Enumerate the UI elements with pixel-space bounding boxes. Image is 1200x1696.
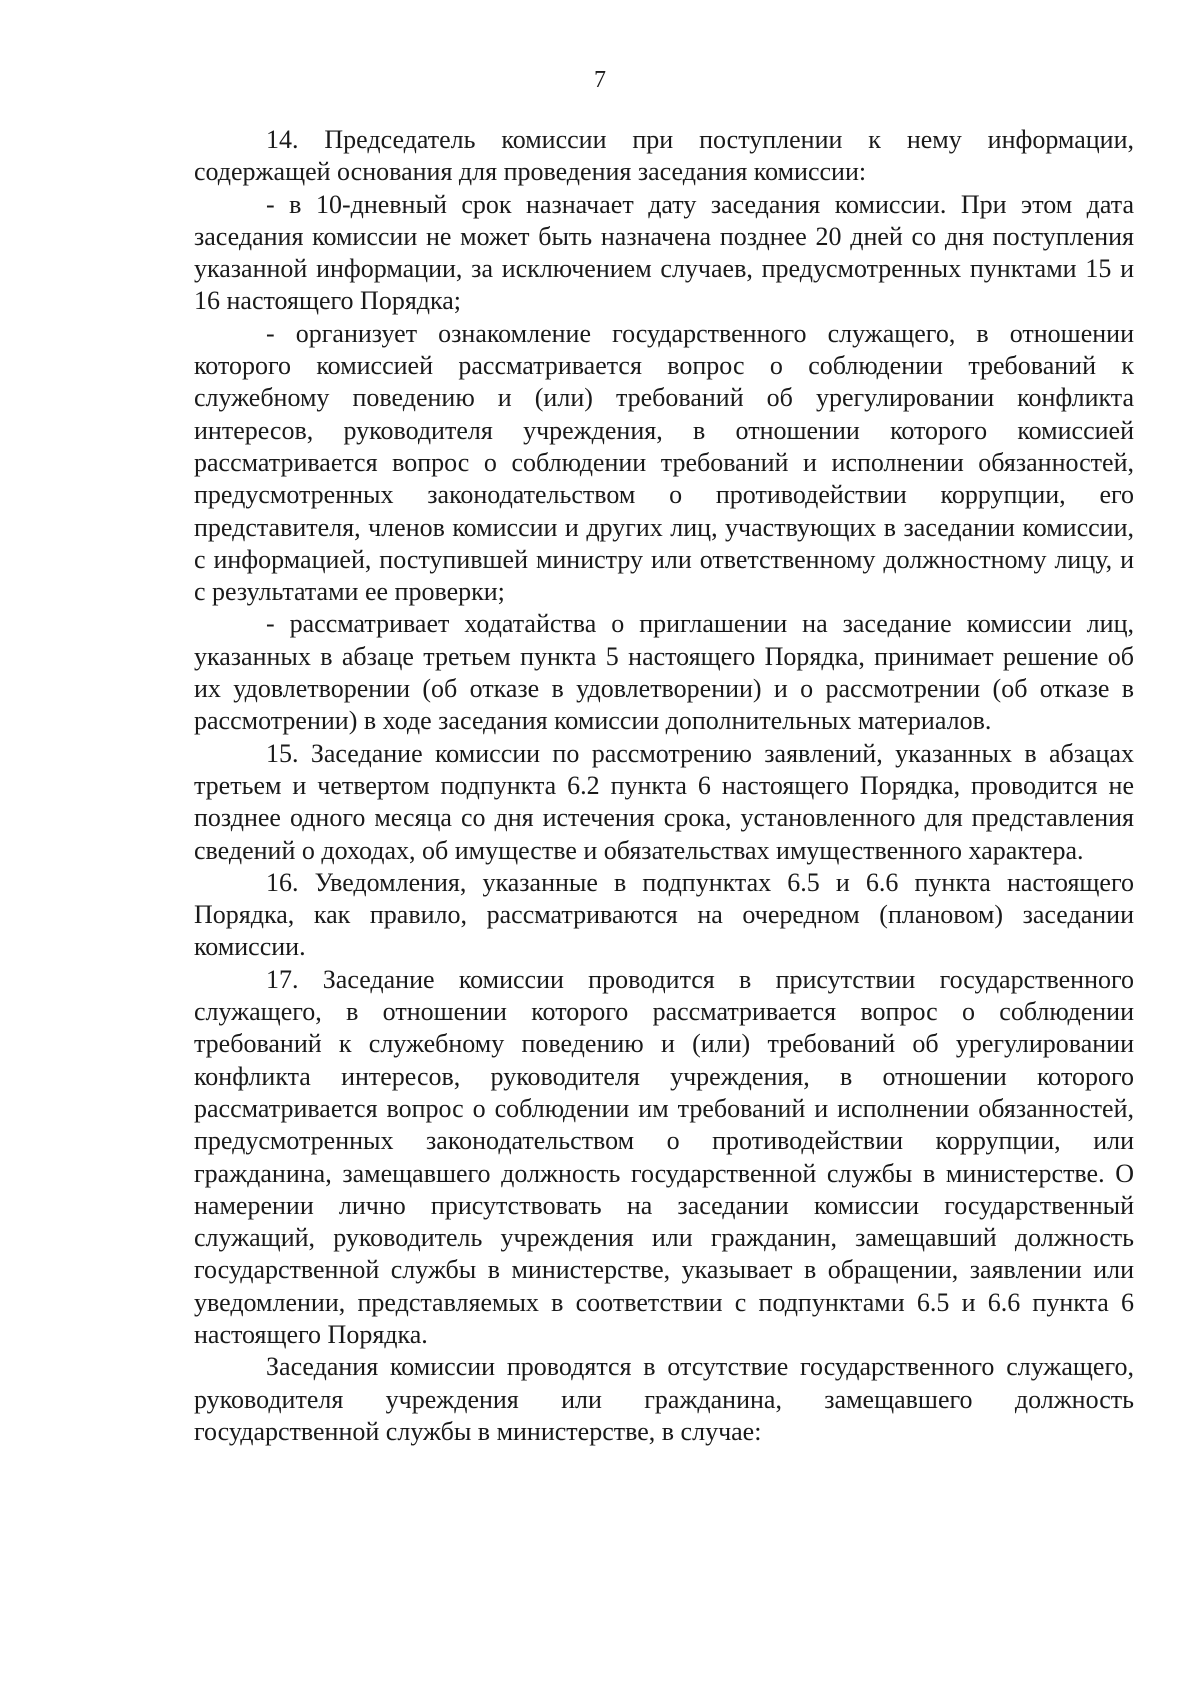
paragraph-17-absence: Заседания комиссии проводятся в отсутствие государственного служащего, руководителя учреждения или гражданина, замещавшего должность государственной службы в министерстве, в случае:: [194, 1352, 1134, 1446]
paragraph-14-item-familiarize: - организует ознакомление государственного служащего, в отношении которого комиссией рассматривается вопрос о соблюдении требований к служебному поведению и (или) требований об урегулировании конфликта интересов, руководителя учреждения, в отношении которого комиссией рассматривается вопрос о соблюдении требований и исполнении обязанностей, предусмотренных законодательством о противодействии коррупции, его представителя, членов комиссии и других лиц, участвующих в заседании комиссии, с информацией, поступившей министру или ответственному должностному лицу, и с результатами ее проверки;: [194, 318, 1134, 607]
document-body: [194, 124, 1134, 1448]
page-number: 7: [594, 67, 606, 93]
paragraph-14-intro: 14. Председатель комиссии при поступлении к нему информации, содержащей основания для проведения заседания комиссии:: [194, 125, 1134, 187]
paragraph-15: 15. Заседание комиссии по рассмотрению заявлений, указанных в абзацах третьем и четвертом подпункта 6.2 пункта 6 настоящего Порядка, проводится не позднее одного месяца со дня истечения срока, установленного для представления сведений о доходах, об имуществе и обязательствах имущественного характера.: [194, 738, 1134, 865]
paragraph-17: 17. Заседание комиссии проводится в присутствии государственного служащего, в отношении которого рассматривается вопрос о соблюдении требований к служебному поведению и (или) требований об урегулировании конфликта интересов, руководителя учреждения, в отношении которого рассматривается вопрос о соблюдении им требований и исполнении обязанностей, предусмотренных законодательством о противодействии коррупции, или гражданина, замещавшего должность государственной службы в министерстве. О намерении лично присутствовать на заседании комиссии государственный служащий, руководитель учреждения или гражданин, замещавший должность государственной службы в министерстве, указывает в обращении, заявлении или уведомлении, представляемых в соответствии с подпунктами 6.5 и 6.6 пункта 6 настоящего Порядка.: [194, 964, 1134, 1349]
paragraph-14-item-petitions: - рассматривает ходатайства о приглашении на заседание комиссии лиц, указанных в абзаце третьем пункта 5 настоящего Порядка, принимает решение об их удовлетворении (об отказе в удовлетворении) и о рассмотрении (об отказе в рассмотрении) в ходе заседания комиссии дополнительных материалов.: [194, 609, 1134, 736]
paragraph-14-item-schedule: - в 10-дневный срок назначает дату заседания комиссии. При этом дата заседания комиссии не может быть назначена позднее 20 дней со дня поступления указанной информации, за исключением случаев, предусмотренных пунктами 15 и 16 настоящего Порядка;: [194, 189, 1134, 316]
paragraph-16: 16. Уведомления, указанные в подпунктах 6.5 и 6.6 пункта настоящего Порядка, как правило, рассматриваются на очередном (плановом) заседании комиссии.: [194, 867, 1134, 962]
